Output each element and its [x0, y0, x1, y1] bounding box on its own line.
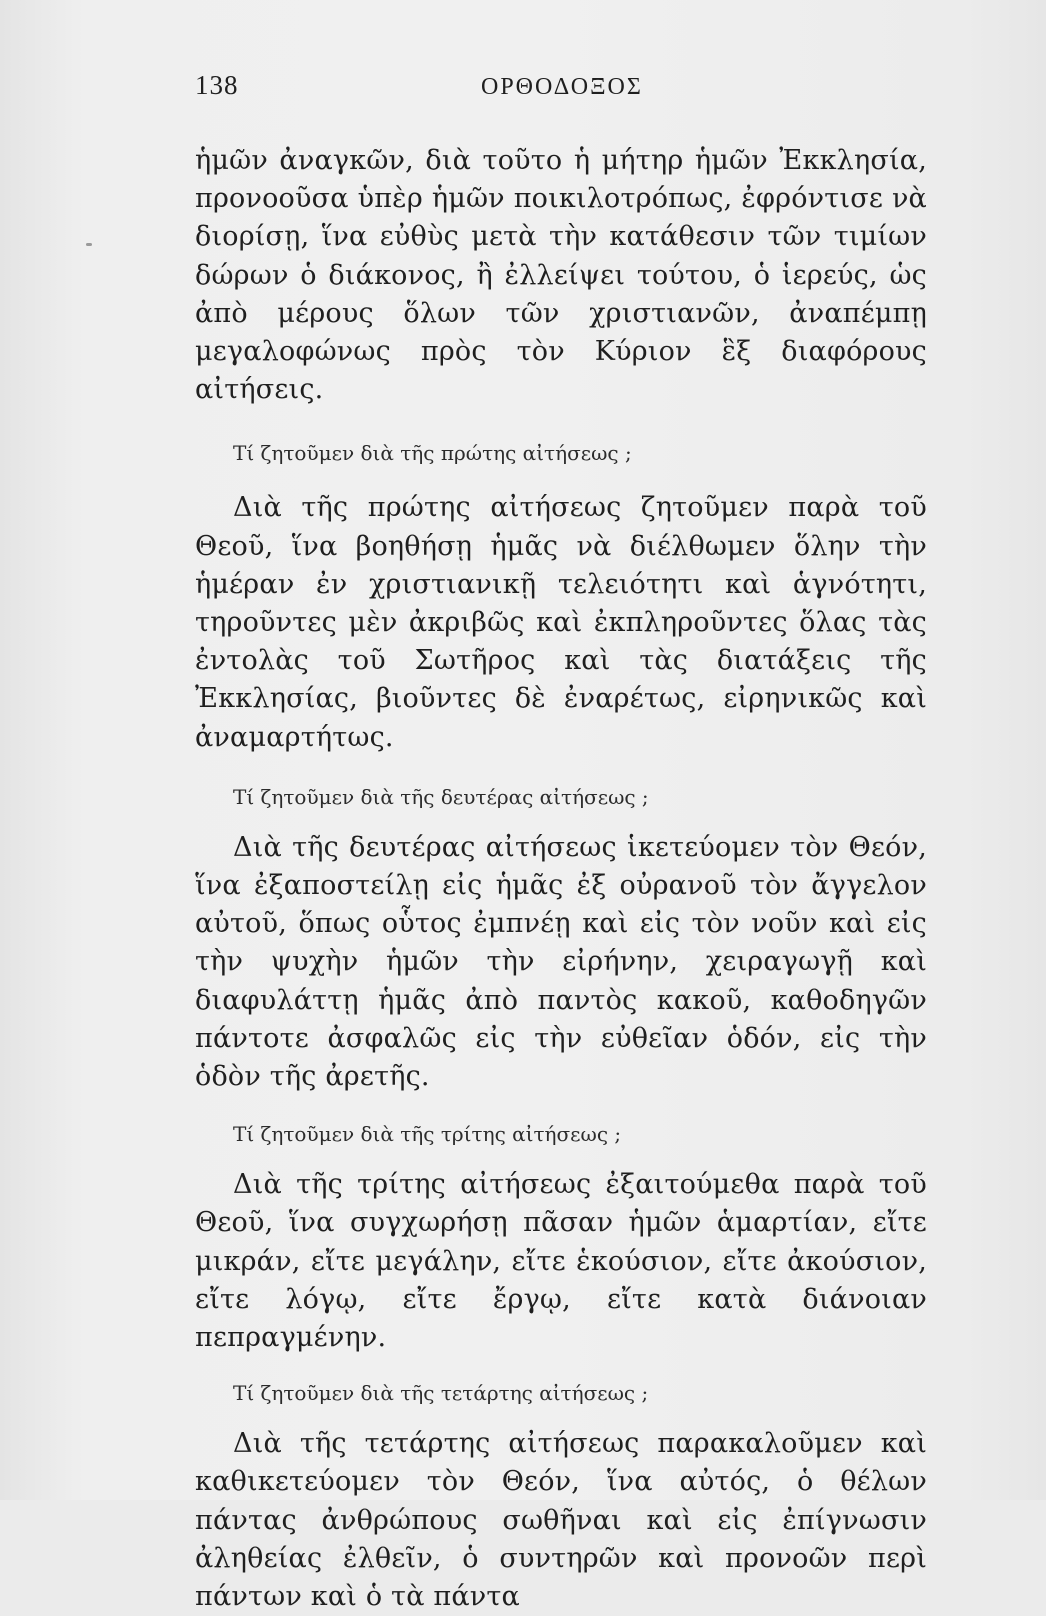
answer-second-petition: Διὰ τῆς δευτέρας αἰτήσεως ἱκετεύομεν τὸν Θεόν, ἵνα ἐξαποστείλῃ εἰς ἡμᾶς ἐξ οὐρανοῦ τὸν ἄγγελον αὐτοῦ, ὅπως οὗτος ἐμπνέῃ καὶ εἰς τὸν νοῦν καὶ εἰς τὴν ψυχὴν ἡμῶν τὴν εἰρήνην, χειραγωγῇ καὶ διαφυλάττῃ ἡμᾶς ἀπὸ παντὸς κακοῦ, καθοδηγῶν πάντοτε ἀσφαλῶς εἰς τὴν εὐθεῖαν ὁδόν, εἰς τὴν ὁδὸν τῆς ἀρετῆς. [195, 831, 927, 1093]
page-body [195, 142, 927, 1616]
question-second-petition: Τί ζητοῦμεν διὰ τῆς δευτέρας αἰτήσεως ; [233, 784, 649, 809]
page-number: 138 [195, 70, 239, 100]
answer-first-petition: Διὰ τῆς πρώτης αἰτήσεως ζητοῦμεν παρὰ τοῦ Θεοῦ, ἵνα βοηθήσῃ ἡμᾶς νὰ διέλθωμεν ὅλην τὴν ἡμέραν ἐν χριστιανικῇ τελειότητι καὶ ἁγνότητι, τηροῦντες μὲν ἀκριβῶς καὶ ἐκπληροῦντες ὅλας τὰς ἐντολὰς τοῦ Σωτῆρος καὶ τὰς διατάξεις τῆς Ἐκκλησίας, βιοῦντες δὲ ἐναρέτως, εἰρηνικῶς καὶ ἀναμαρτήτως. [195, 492, 927, 753]
page-smudge [86, 243, 92, 246]
page-header [195, 70, 935, 110]
question-first-petition: Τί ζητοῦμεν διὰ τῆς πρώτης αἰτήσεως ; [233, 441, 632, 466]
question-third-petition: Τί ζητοῦμεν διὰ τῆς τρίτης αἰτήσεως ; [233, 1122, 622, 1147]
paragraph-intro: ἡμῶν ἀναγκῶν, διὰ τοῦτο ἡ μήτηρ ἡμῶν Ἐκκλησία, προνοοῦσα ὑπὲρ ἡμῶν ποικιλοτρόπως, ἐφρόντισε νὰ διορίσῃ, ἵνα εὐθὺς μετὰ τὴν κατάθεσιν τῶν τιμίων δώρων ὁ διάκονος, ἢ ἐλλείψει τούτου, ὁ ἱερεύς, ὡς ἀπὸ μέρους ὅλων τῶν χριστιανῶν, ἀναπέμπῃ μεγαλοφώνως πρὸς τὸν Κύριον ἓξ διαφόρους αἰτήσεις. [195, 145, 927, 406]
running-title: ΟΡΘΟΔΟΞΟΣ [481, 74, 643, 100]
question-fourth-petition: Τί ζητοῦμεν διὰ τῆς τετάρτης αἰτήσεως ; [233, 1381, 649, 1406]
answer-third-petition: Διὰ τῆς τρίτης αἰτήσεως ἐξαιτούμεθα παρὰ τοῦ Θεοῦ, ἵνα συγχωρήσῃ πᾶσαν ἡμῶν ἁμαρτίαν, εἴτε μικράν, εἴτε μεγάλην, εἴτε ἑκούσιον, εἴτε ἀκούσιον, εἴτε λόγῳ, εἴτε ἔργῳ, εἴτε κατὰ διάνοιαν πεπραγμένην. [195, 1169, 927, 1354]
answer-fourth-petition: Διὰ τῆς τετάρτης αἰτήσεως παρακαλοῦμεν καὶ καθικετεύομεν τὸν Θεόν, ἵνα αὐτός, ὁ θέλων πάντας ἀνθρώπους σωθῆναι καὶ εἰς ἐπίγνωσιν ἀληθείας ἐλθεῖν, ὁ συντηρῶν καὶ προνοῶν περὶ πάντων καὶ ὁ τὰ πάντα [195, 1428, 927, 1613]
